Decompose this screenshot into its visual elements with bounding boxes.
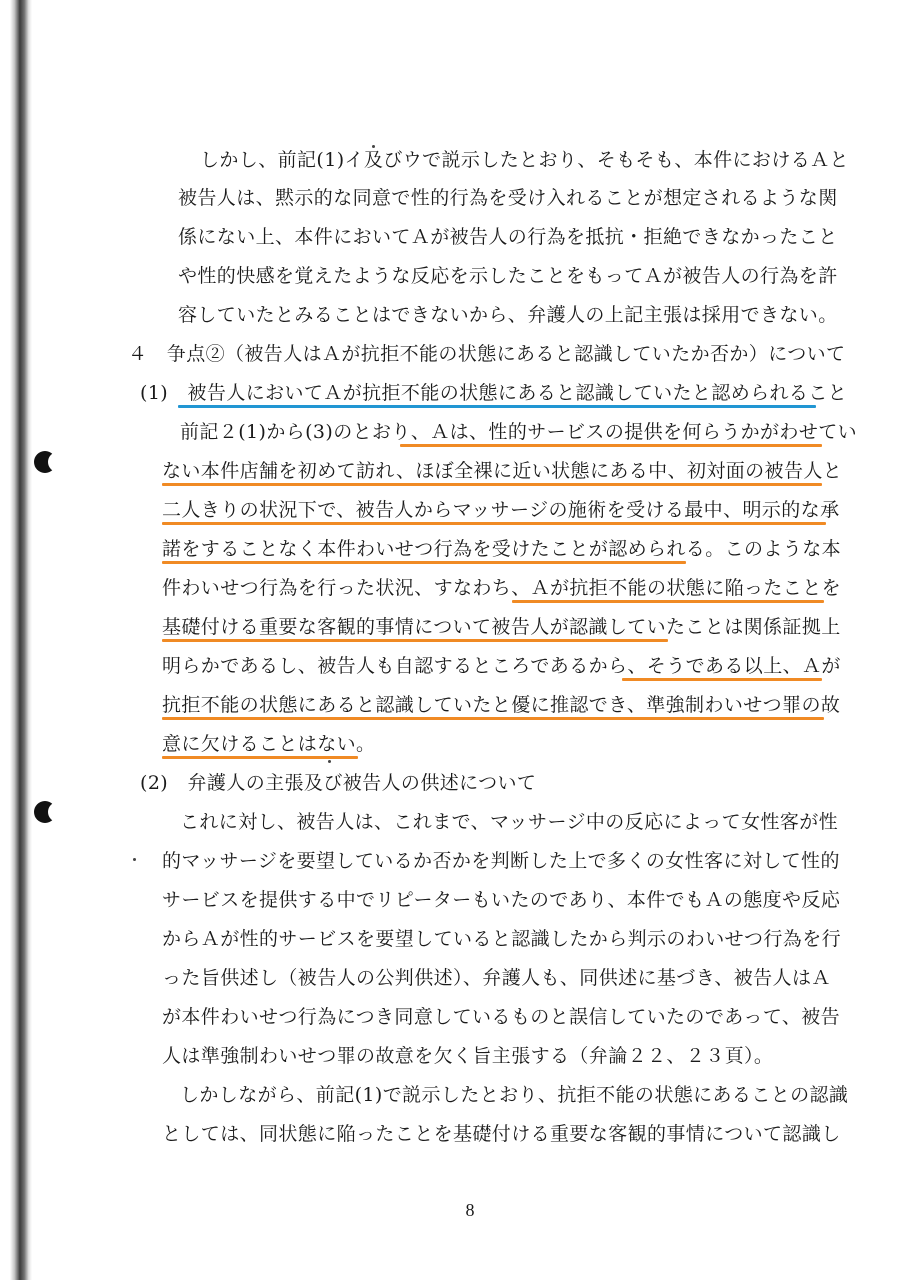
- text-line: 件わいせつ行為を行った状況、すなわち、Ａが抗拒不能の状態に陥ったことを: [162, 577, 842, 599]
- text-line: 諾をすることなく本件わいせつ行為を受けたことが認められる。このような本: [162, 538, 842, 560]
- text-line: 被告人は、黙示的な同意で性的行為を受け入れることが想定されるような関: [178, 187, 838, 209]
- section-heading: ４ 争点②（被告人はＡが抗拒不能の状態にあると認識していたか否か）について: [128, 343, 846, 365]
- text-line: これに対し、被告人は、これまで、マッサージ中の反応によって女性客が性: [180, 811, 839, 833]
- text-line: からＡが性的サービスを要望していると認識したから判示のわいせつ行為を行: [162, 928, 842, 950]
- orange-underline: [162, 756, 358, 759]
- text-line: 人は準強制わいせつ罪の故意を欠く旨主張する（弁論２２、２３頁）。: [162, 1045, 774, 1067]
- page-number: 8: [465, 1200, 475, 1220]
- text-line: った旨供述し（被告人の公判供述）、弁護人も、同供述に基づき、被告人はＡ: [162, 967, 831, 989]
- punch-hole-icon: [30, 447, 68, 477]
- text-line: しかし、前記(1)イ及びウで説示したとおり、そもそも、本件におけるＡと: [200, 149, 849, 171]
- orange-underline: [162, 561, 686, 564]
- orange-underline: [400, 444, 822, 447]
- text-line: 意に欠けることはない。: [162, 733, 376, 755]
- text-line: 容していたとみることはできないから、弁護人の上記主張は採用できない。: [178, 304, 838, 326]
- text-line: 基礎付ける重要な客観的事情について被告人が認識していたことは関係証拠上: [162, 616, 841, 638]
- text-line: サービスを提供する中でリピーターもいたのであり、本件でもＡの態度や反応: [162, 889, 841, 911]
- text-line: 前記２(1)から(3)のとおり、Ａは、性的サービスの提供を何らうかがわせてい: [180, 421, 858, 443]
- scan-speck: [133, 858, 136, 861]
- orange-underline: [162, 717, 824, 720]
- scan-edge: [10, 0, 32, 1280]
- blue-underline: [178, 405, 816, 408]
- text-line: としては、同状態に陥ったことを基礎付ける重要な客観的事情について認識し: [162, 1123, 841, 1145]
- orange-underline: [162, 639, 668, 642]
- subsection-heading: (1) 被告人においてＡが抗拒不能の状態にあると認識していたと認められること: [140, 382, 848, 404]
- orange-underline: [162, 483, 822, 486]
- text-line: 的マッサージを要望しているか否かを判断した上で多くの女性客に対して性的: [162, 850, 840, 872]
- text-line: ない本件店舗を初めて訪れ、ほぼ全裸に近い状態にある中、初対面の被告人と: [162, 460, 843, 482]
- text-line: や性的快感を覚えたような反応を示したことをもってＡが被告人の行為を許: [178, 265, 838, 287]
- scan-speck: [328, 760, 331, 763]
- punch-hole-icon: [30, 797, 68, 827]
- text-line: 抗拒不能の状態にあると認識していたと優に推認でき、準強制わいせつ罪の故: [162, 694, 841, 716]
- orange-underline: [622, 678, 822, 681]
- text-line: 係にない上、本件においてＡが被告人の行為を抵抗・拒絶できなかったこと: [178, 226, 838, 248]
- subsection-heading: (2) 弁護人の主張及び被告人の供述について: [140, 772, 537, 794]
- text-line: 二人きりの状況下で、被告人からマッサージの施術を受ける最中、明示的な承: [162, 499, 840, 521]
- orange-underline: [512, 600, 824, 603]
- text-line: 明らかであるし、被告人も自認するところであるから、そうである以上、Ａが: [162, 655, 841, 677]
- orange-underline: [162, 522, 826, 525]
- text-line: が本件わいせつ行為につき同意しているものと誤信していたのであって、被告: [162, 1006, 841, 1028]
- text-line: しかしながら、前記(1)で説示したとおり、抗拒不能の状態にあることの認識: [180, 1084, 849, 1106]
